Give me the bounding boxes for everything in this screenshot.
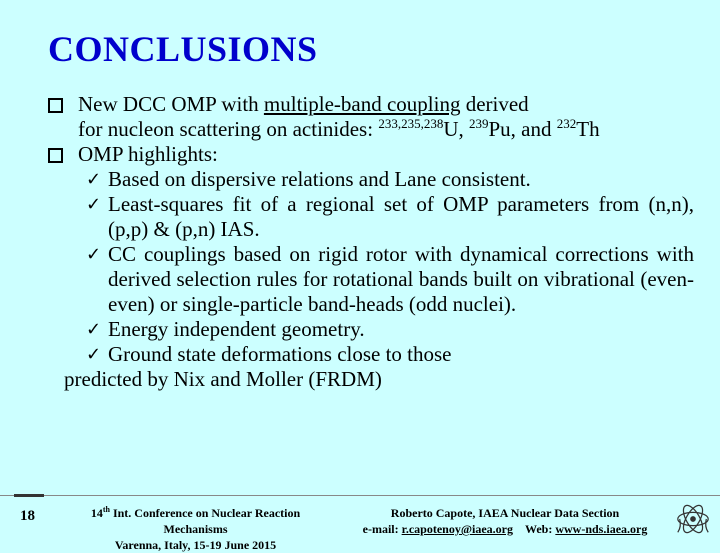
bullet-text: OMP highlights: (78, 142, 218, 166)
uranium-symbol: U, (443, 117, 469, 141)
slide-number: 18 (20, 508, 35, 524)
conference-info (58, 505, 333, 553)
web-link[interactable]: www-nds.iaea.org (555, 522, 648, 536)
bullet-text-a: New DCC OMP with (78, 92, 264, 116)
conference-name: Int. Conference on Nuclear Reaction Mechanisms (109, 506, 301, 536)
sub-item (44, 242, 694, 317)
continuation-text: predicted by Nix and Moller (FRDM) (64, 367, 382, 391)
thorium-symbol: Th (576, 117, 600, 141)
sub-item-text: Least-squares fit of a regional set of OMP parameters from (n,n),(p,p) & (p,n) IAS. (108, 192, 694, 241)
sub-item-text: CC couplings based on rigid rotor with dynamical corrections with derived selection rules for rotational bands built on vibrational (even-even) or single-particle band-heads (odd nuclei). (108, 242, 694, 316)
plutonium-symbol: Pu, and (488, 117, 557, 141)
footer-tab-mark (14, 494, 44, 497)
sub-item (44, 192, 694, 242)
conference-place-date: Varenna, Italy, 15-19 June 2015 (114, 538, 277, 552)
bullet-text-b: derived (460, 92, 529, 116)
checkmark-icon: ✓ (86, 244, 102, 265)
sub-item-text: Based on dispersive relations and Lane consistent. (108, 167, 531, 191)
author-info (340, 505, 670, 537)
page-title: CONCLUSIONS (48, 29, 318, 69)
checkmark-icon: ✓ (86, 319, 102, 340)
sub-item-text: Energy independent geometry. (108, 317, 365, 341)
bullet-omp-highlights (44, 142, 694, 167)
conference-ordinal: 14 (90, 506, 103, 520)
thorium-mass-number: 232 (556, 116, 577, 131)
checkmark-icon: ✓ (86, 169, 102, 190)
conclusions-body (44, 92, 694, 392)
checkbox-bullet-icon (48, 148, 63, 163)
sub-item-text: Ground state deformations close to those (108, 342, 452, 366)
sub-item (44, 317, 694, 342)
email-label: e-mail: (362, 522, 402, 536)
bullet-dcc-omp (44, 92, 694, 142)
web-label: Web: (525, 522, 556, 536)
checkbox-bullet-icon (48, 98, 63, 113)
plutonium-mass-number: 239 (469, 116, 489, 131)
sub-item-continuation (44, 367, 694, 392)
bullet-underlined-text: multiple-band coupling (263, 92, 461, 116)
iaea-logo-icon (674, 500, 712, 538)
email-link[interactable]: r.capotenoy@iaea.org (401, 522, 513, 536)
checkmark-icon: ✓ (86, 194, 102, 215)
footer-divider (0, 495, 720, 496)
sub-item (44, 167, 694, 192)
sub-item (44, 342, 694, 367)
conference-ordinal-suffix: th (102, 505, 110, 514)
uranium-mass-numbers: 233,235,238 (378, 116, 444, 131)
bullet-line2: for nucleon scattering on actinides: (78, 117, 379, 141)
author-name: Roberto Capote, IAEA Nuclear Data Section (390, 506, 620, 520)
checkmark-icon: ✓ (86, 344, 102, 365)
